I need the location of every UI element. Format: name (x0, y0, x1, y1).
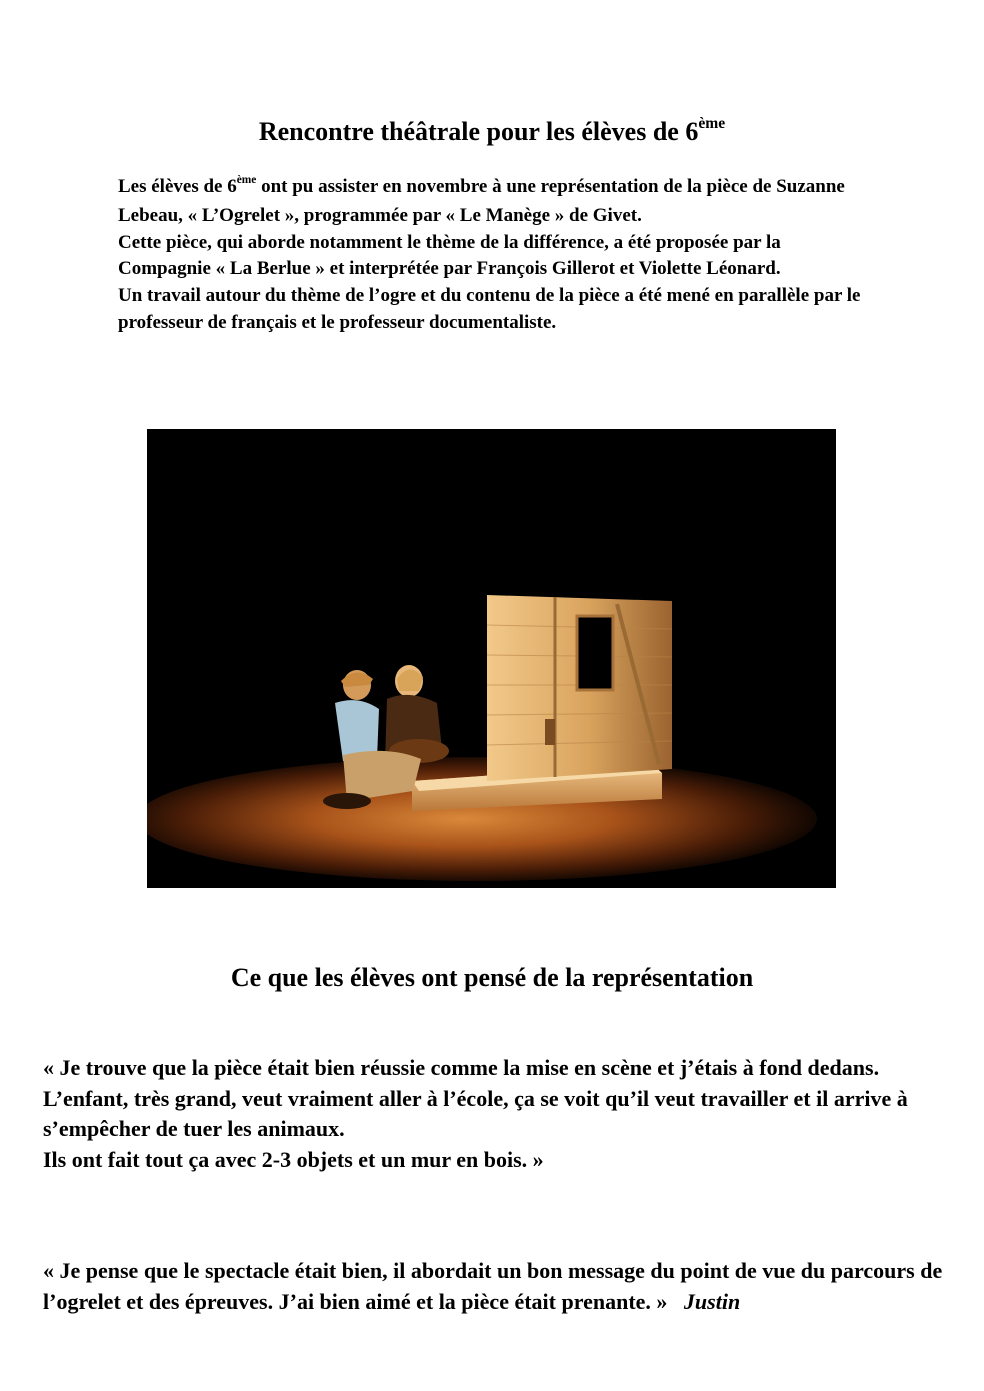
intro-line-2: Cette pièce, qui aborde notamment le thème de la différence, a été proposée par la Compagnie « La Berlue » et interprétée par François Gillerot et Violette Léonard. (118, 231, 781, 280)
quote-1-line-2: L’enfant, très grand, veut vraiment aller à l’école, ça se voit qu’il veut travailler et il arrive à s’empêcher de tuer les animaux. (43, 1085, 908, 1142)
intro-line-1-end: ont pu assister en novembre à une représentation de la pièce de Suzanne Lebeau, « L’Ogrelet », programmée par « Le Manège » de Givet. (118, 176, 845, 226)
page-title-superscript: ème (698, 115, 726, 133)
actor-kneeling-feet (323, 793, 371, 809)
quote-1-line-3: Ils ont fait tout ça avec 2-3 objets et un mur en bois. » (43, 1146, 544, 1172)
student-quote-2 (43, 1256, 948, 1317)
intro-line-1 (118, 174, 878, 230)
stage-floor-light (147, 757, 817, 881)
student-quote-1 (43, 1053, 948, 1175)
quote-2-text (43, 1256, 948, 1317)
intro-line-1-start: Les élèves de 6 (118, 176, 237, 197)
section-title: Ce que les élèves ont pensé de la représentation (230, 963, 754, 992)
page-title-text: Rencontre théâtrale pour les élèves de 6 (258, 117, 699, 146)
wall-window (577, 616, 613, 690)
quote-2-author: Justin (683, 1288, 741, 1314)
intro-paragraph (118, 174, 878, 337)
stage-photo-illustration (147, 429, 836, 888)
intro-line-1-superscript: ème (236, 174, 257, 187)
stage-photo (147, 429, 836, 888)
intro-line-3: Un travail autour du thème de l’ogre et du contenu de la pièce a été mené en parallèle par le professeur de français et le professeur documentaliste. (118, 285, 861, 333)
quote-2-body: « Je pense que le spectacle était bien, il abordait un bon message du point de vue du parcours de l’ogrelet et des épreuves. J’ai bien aimé et la pièce était prenante. » (43, 1258, 943, 1314)
wall-latch (545, 719, 555, 745)
quote-1-line-1: « Je trouve que la pièce était bien réussie comme la mise en scène et j’étais à fond dedans. (43, 1055, 880, 1080)
page-title (0, 112, 984, 156)
